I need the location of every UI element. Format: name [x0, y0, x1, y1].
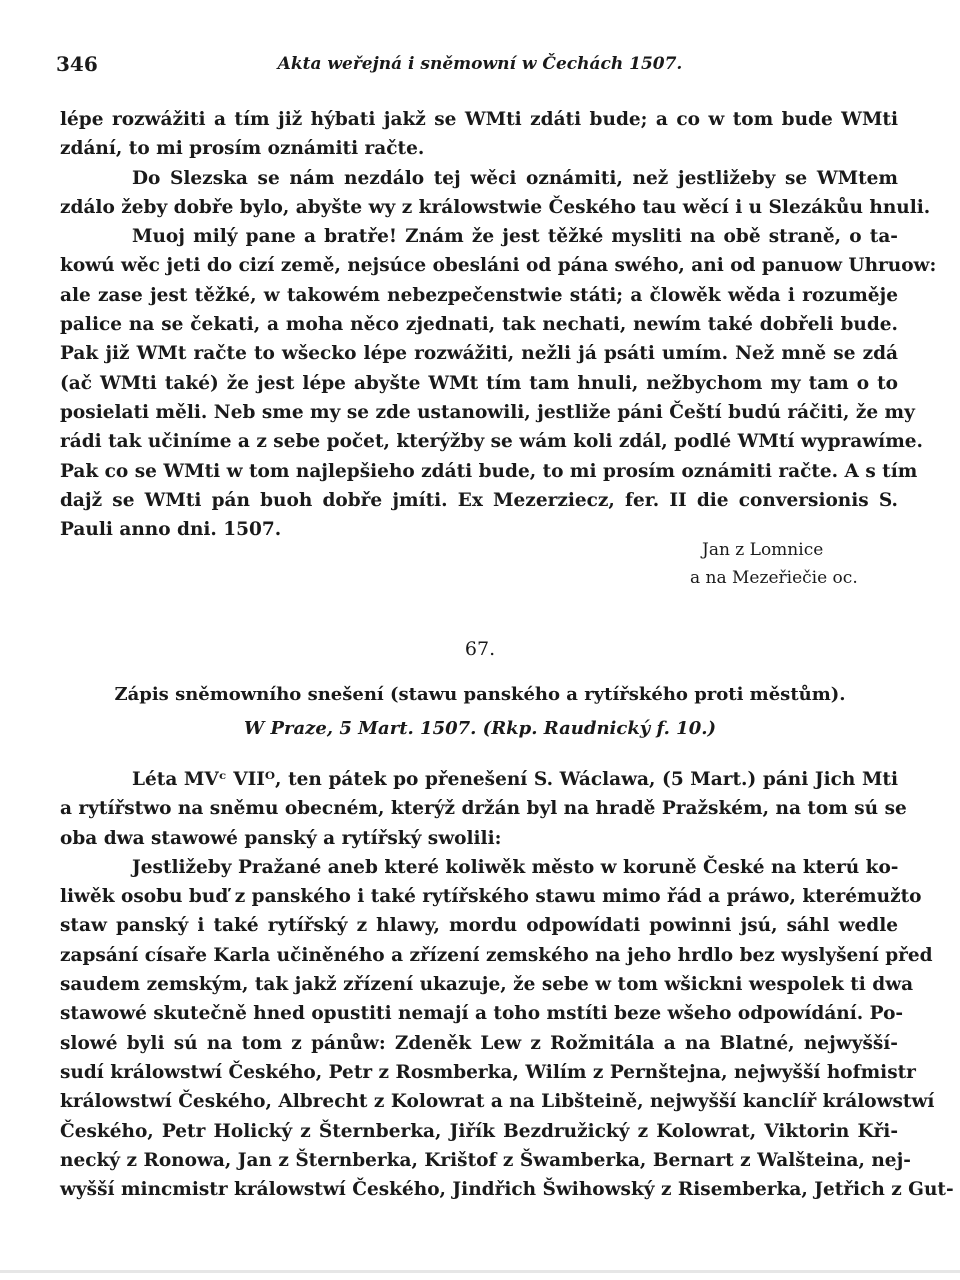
text-line: králowstwí Českého, Albrecht z Kolowrat a na Libšteině, nejwyšší kanclíř králowstwí	[60, 1091, 935, 1113]
text-line: Léta MVᶜ VIIᴼ, ten pátek po přenešení S. Wáclawa, (5 Mart.) páni Jich Mti	[132, 769, 898, 790]
document-body	[60, 765, 954, 1204]
signature-place: a na Mezeřiečie oc.	[690, 568, 858, 588]
text-line: kowú wěc jeti do cizí země, nejsúce obesláni od pána swého, ani od panuow Uhruow:	[60, 255, 937, 277]
text-line: Pak již WMt račte to wšecko lépe rozwážiti, nežli já psáti umím. Než mně se zdá	[60, 343, 898, 365]
document-title: Zápis sněmowního snešení (stawu panského a rytířského proti městům).	[114, 684, 846, 705]
text-line: dajž se WMti pán buoh dobře jmíti. Ex Mezerziecz, fer. II die conversionis S.	[60, 489, 898, 511]
letter-body	[60, 105, 937, 544]
text-line: palice na se čekati, a moha něco zjednati, tak nechati, newím také dobřeli bude.	[60, 314, 898, 336]
text-line: stawowé skutečně hned opustiti nemají a toho mstíti beze wšeho odpowídání. Po-	[60, 1003, 904, 1025]
text-line: Pak co se WMti w tom najlepšieho zdáti bude, to mi prosím oznámiti račte. A s tím	[60, 460, 918, 482]
text-line: slowé byli sú na tom z pánůw: Zdeněk Lew z Rožmitála a na Blatné, nejwyšší-	[60, 1032, 898, 1054]
text-line: liwěk osobu buď z panského i také rytířského stawu mimo řád a práwo, kterémužto	[60, 886, 922, 908]
text-line: sudí králowstwí Českého, Petr z Rosmberka, Wilím z Pernštejna, nejwyšší hofmistr	[60, 1061, 916, 1083]
text-line: zdálo žeby dobře bylo, abyšte wy z králowstwie Českého tau wěcí i u Slezákůu hnuli.	[60, 196, 931, 218]
text-line: rádi tak učiníme a z sebe počet, kterýžby se wám koli zdál, podlé WMtí wyprawíme.	[60, 431, 923, 453]
text-line: posielati měli. Neb sme my se zde ustanowili, jestliže páni Čeští budú ráčiti, že my	[60, 401, 915, 423]
text-line: oba dwa stawowé panský a rytířský swolili:	[60, 827, 502, 849]
text-line: Pauli anno dni. 1507.	[60, 519, 282, 541]
text-line: lépe rozwážiti a tím již hýbati jakž se WMti zdáti bude; a co w tom bude WMti	[60, 109, 898, 130]
text-line: staw panský i také rytířský z hlawy, mordu odpowídati powinni jsú, sáhl wedle	[60, 915, 898, 937]
document-source: W Praze, 5 Mart. 1507. (Rkp. Raudnický f. 10.)	[243, 718, 717, 739]
text-line: Do Slezska se nám nezdálo tej wěci oznámiti, než jestližeby se WMtem	[132, 167, 898, 189]
page-number: 346	[56, 52, 98, 76]
text-line: (ač WMti také) že jest lépe abyšte WMt tím tam hnuli, nežbychom my tam o to	[60, 372, 898, 394]
text-line: a rytířstwo na sněmu obecném, kterýž držán byl na hradě Pražském, na tom sú se	[60, 798, 907, 820]
text-line: saudem zemským, tak jakž zřízení ukazuje, že sebe w tom wšickni wespolek ti dwa	[60, 974, 914, 996]
text-line: wyšší mincmistr králowstwí Českého, Jindřich Šwihowský z Risemberka, Jetřich z Gut-	[60, 1179, 954, 1201]
text-line: zdání, to mi prosím oznámiti račte.	[60, 138, 425, 160]
running-head	[56, 52, 904, 82]
running-title: Akta weřejná i sněmowní w Čechách 1507.	[277, 54, 683, 74]
text-line: Českého, Petr Holický z Šternberka, Jiřík Bezdružický z Kolowrat, Viktorin Kři-	[60, 1120, 898, 1142]
signature	[690, 536, 858, 592]
text-line: Jestližeby Pražané aneb které koliwěk město w koruně České na kterú ko-	[132, 856, 899, 878]
text-line: Muoj milý pane a bratře! Znám že jest těžké mysliti na obě straně, o ta-	[132, 226, 898, 248]
signature-name: Jan z Lomnice	[702, 540, 824, 560]
text-line: necký z Ronowa, Jan z Šternberka, Krištof z Šwamberka, Bernart z Walšteina, nej-	[60, 1149, 911, 1171]
text-line: zapsání císaře Karla učiněného a zřízení zemského na jeho hrdlo bez wyslyšení před	[60, 944, 933, 966]
document-number: 67.	[464, 638, 496, 660]
text-line: ale zase jest těžké, w takowém nebezpečenstwie státi; a člowěk wěda i rozuměje	[60, 284, 898, 306]
page-bottom-edge	[0, 1270, 960, 1273]
